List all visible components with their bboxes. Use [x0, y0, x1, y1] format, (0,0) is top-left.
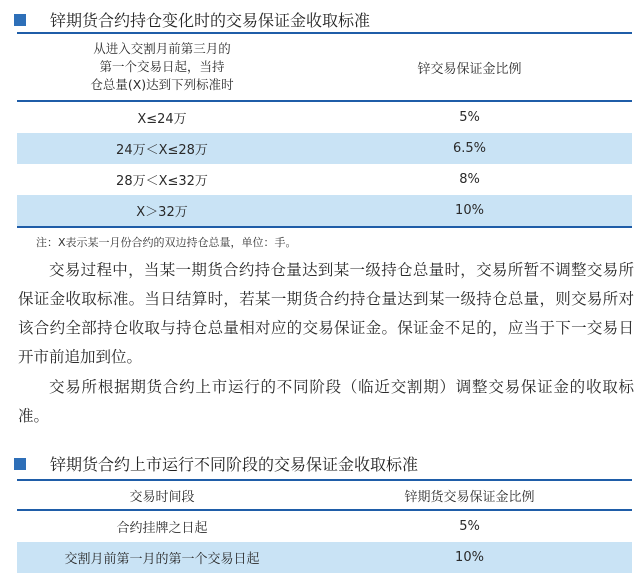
range-cell: 24万＜X≤28万	[17, 133, 307, 164]
table-row	[17, 510, 632, 542]
header-line: 第一个交易日起，当持	[99, 59, 225, 74]
ratio-cell: 5%	[459, 519, 480, 534]
range-cell: X＞32万	[17, 195, 307, 227]
header-trading-period: 交易时间段	[17, 480, 307, 510]
range-cell: X≤24万	[137, 112, 187, 127]
period-cell: 交割月前第一月的第一个交易日起	[17, 542, 307, 573]
table-note: 注：X表示某一月份合约的双边持仓总量，单位：手。	[36, 236, 297, 249]
square-bullet-icon	[14, 14, 26, 26]
body-paragraph: 交易所根据期货合约上市运行的不同阶段（临近交割期）调整交易保证金的收取标准。	[18, 378, 634, 425]
table-row	[17, 133, 632, 164]
section-title-2	[14, 452, 418, 475]
holding-margin-table	[17, 32, 632, 228]
table-row	[17, 195, 632, 227]
table-header-row	[17, 33, 632, 101]
header-margin-ratio: 锌期货交易保证金比例	[307, 480, 632, 510]
table-row	[17, 542, 632, 573]
table-header-row	[17, 480, 632, 510]
square-bullet-icon	[14, 458, 26, 470]
header-line: 仓总量(X)达到下列标准时	[90, 77, 234, 92]
period-cell: 合约挂牌之日起	[116, 521, 208, 536]
body-paragraph: 交易过程中，当某一期货合约持仓量达到某一级持仓总量时，交易所暂不调整交易所保证金收取标准。当日结算时，若某一期货合约持仓量达到某一级持仓总量，则交易所对该合约全部持仓收取与持仓总量相对应的交易保证金。保证金不足的，应当于下一交易日开市前追加到位。	[18, 261, 634, 366]
ratio-cell: 5%	[459, 110, 480, 125]
section-2-title-text: 锌期货合约上市运行不同阶段的交易保证金收取标准	[50, 455, 419, 474]
table-row	[17, 101, 632, 133]
table-row	[17, 164, 632, 195]
ratio-cell: 10%	[307, 542, 632, 573]
ratio-cell: 10%	[307, 195, 632, 227]
ratio-cell: 8%	[459, 172, 480, 187]
header-position-threshold	[17, 33, 307, 101]
stage-margin-table	[17, 479, 632, 573]
header-margin-ratio: 锌交易保证金比例	[307, 33, 632, 101]
header-line: 从进入交割月前第三月的	[93, 41, 231, 56]
ratio-cell: 6.5%	[307, 133, 632, 164]
section-title-1	[14, 8, 370, 31]
section-1-title-text: 锌期货合约持仓变化时的交易保证金收取标准	[50, 11, 371, 30]
range-cell: 28万＜X≤32万	[116, 174, 208, 189]
